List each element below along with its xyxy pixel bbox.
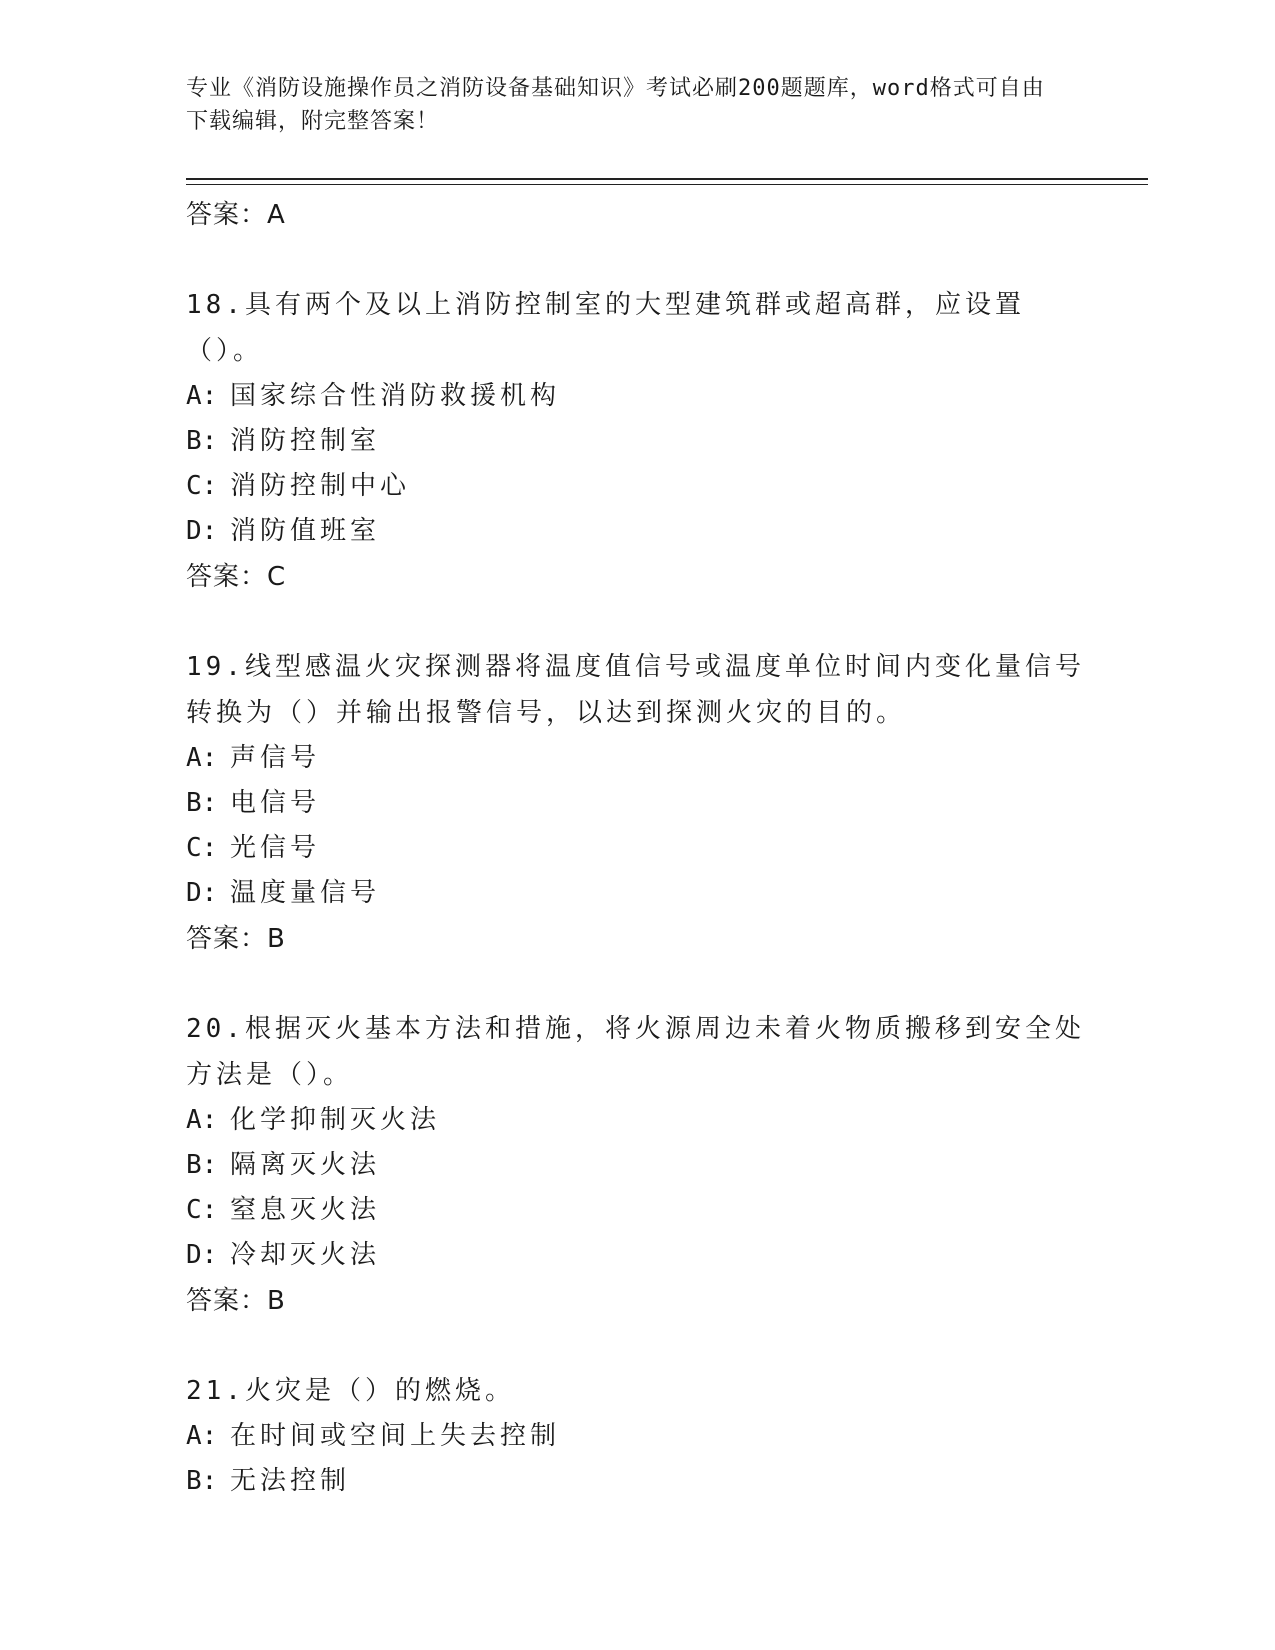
question-item <box>186 282 1086 600</box>
option-d <box>186 509 1086 554</box>
option-text: 在时间或空间上失去控制 <box>230 1421 561 1451</box>
option-c <box>186 1188 1086 1233</box>
option-a <box>186 374 1086 419</box>
option-key: B: <box>186 788 218 818</box>
option-key: C: <box>186 833 218 863</box>
option-text: 无法控制 <box>230 1466 351 1496</box>
question-stem: 21.火灾是（）的燃烧。 <box>186 1376 515 1406</box>
answer-line: 答案：B <box>186 924 286 954</box>
document-header: 专业《消防设施操作员之消防设备基础知识》考试必刷200题题库，word格式可自由下载编辑，附完整答案！ <box>186 76 1045 134</box>
option-text: 消防值班室 <box>230 516 381 546</box>
option-key: B: <box>186 426 218 456</box>
question-item <box>186 1006 1086 1324</box>
question-stem: 19.线型感温火灾探测器将温度值信号或温度单位时间内变化量信号转换为（）并输出报警信号，以达到探测火灾的目的。 <box>186 652 1085 728</box>
answer-line: 答案：A <box>186 200 286 230</box>
question-stem: 20.根据灭火基本方法和措施，将火源周边未着火物质搬移到安全处方法是（）。 <box>186 1014 1085 1090</box>
option-key: D: <box>186 1240 218 1270</box>
option-b <box>186 781 1086 826</box>
option-b <box>186 1143 1086 1188</box>
option-key: A: <box>186 743 218 773</box>
option-text: 窒息灭火法 <box>230 1195 381 1225</box>
option-key: B: <box>186 1150 218 1180</box>
option-text: 声信号 <box>230 743 321 773</box>
question-stem: 18.具有两个及以上消防控制室的大型建筑群或超高群，应设置（）。 <box>186 290 1025 366</box>
question-item <box>186 1368 1086 1504</box>
option-a <box>186 736 1086 781</box>
answer-line: 答案：C <box>186 562 287 592</box>
option-d <box>186 1233 1086 1278</box>
option-d <box>186 871 1086 916</box>
option-text: 化学抑制灭火法 <box>230 1105 441 1135</box>
option-key: A: <box>186 1421 218 1451</box>
header-divider <box>186 178 1148 180</box>
option-key: A: <box>186 1105 218 1135</box>
option-text: 国家综合性消防救援机构 <box>230 381 561 411</box>
question-list <box>186 192 1086 1504</box>
option-key: A: <box>186 381 218 411</box>
option-b <box>186 1459 1086 1504</box>
option-key: C: <box>186 471 218 501</box>
option-key: D: <box>186 516 218 546</box>
option-text: 温度量信号 <box>230 878 381 908</box>
option-a <box>186 1414 1086 1459</box>
option-key: C: <box>186 1195 218 1225</box>
option-text: 消防控制室 <box>230 426 381 456</box>
option-key: B: <box>186 1466 218 1496</box>
option-text: 隔离灭火法 <box>230 1150 381 1180</box>
option-text: 冷却灭火法 <box>230 1240 381 1270</box>
question-item <box>186 644 1086 962</box>
answer-line: 答案：B <box>186 1286 286 1316</box>
option-c <box>186 464 1086 509</box>
option-key: D: <box>186 878 218 908</box>
option-text: 消防控制中心 <box>230 471 411 501</box>
option-text: 光信号 <box>230 833 321 863</box>
option-b <box>186 419 1086 464</box>
option-a <box>186 1098 1086 1143</box>
option-text: 电信号 <box>230 788 321 818</box>
header-divider-thin <box>186 184 1148 185</box>
option-c <box>186 826 1086 871</box>
